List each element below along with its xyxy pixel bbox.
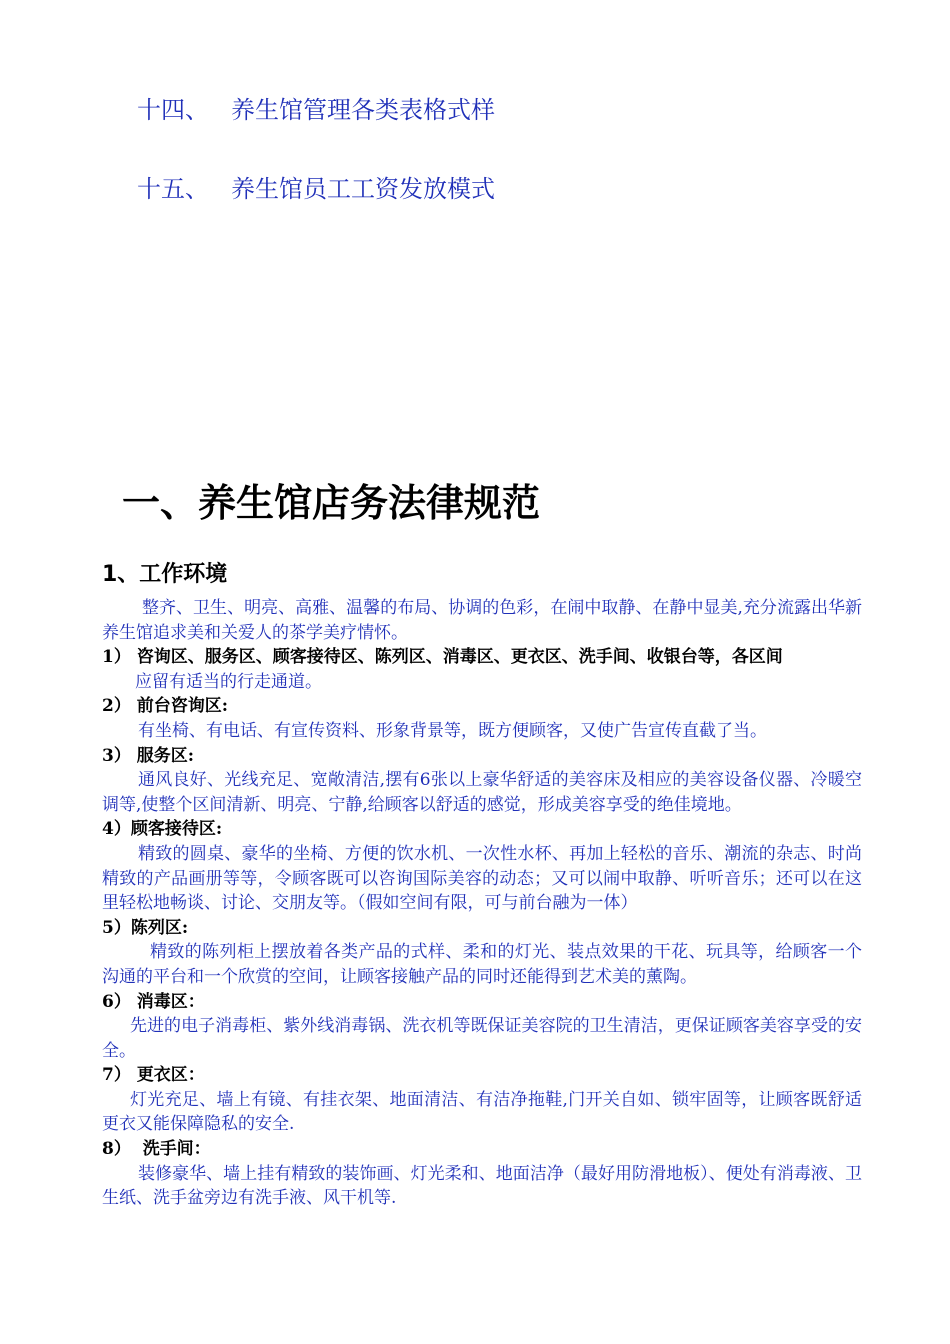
list-item-heading (102, 694, 862, 719)
list-item-body: 应留有适当的行走通道。 (135, 671, 322, 692)
toc-item-14 (137, 90, 495, 125)
item-number: 6） (102, 991, 131, 1012)
list-item-body: 有坐椅、有电话、有宣传资料、形象背景等，既方便顾客，又使广告宣传直截了当。 (138, 720, 767, 741)
item-title: 服务区: (136, 745, 195, 766)
list-item-body: 通风良好、光线充足、宽敞清洁,摆有6张以上豪华舒适的美容床及相应的美容设备仪器、冷暖空调等,使整个区间清新、明亮、宁静,给顾客以舒适的感觉，形成美容享受的绝佳境地。 (102, 770, 862, 815)
list-item-heading (102, 916, 862, 941)
item-title: 咨询区、服务区、顾客接待区、陈列区、消毒区、更衣区、洗手间、收银台等，各区间 (136, 647, 783, 668)
item-title: 消毒区： (136, 991, 205, 1012)
item-title: 洗手间： (142, 1139, 211, 1160)
list-item-heading (102, 817, 862, 842)
toc-item-15 (137, 169, 495, 204)
item-number: 4） (102, 819, 131, 840)
toc-title: 养生馆管理各类表格式样 (231, 96, 495, 124)
list-item-heading (102, 1063, 862, 1088)
item-title: 陈列区: (130, 917, 189, 938)
intro-paragraph: 整齐、卫生、明亮、高雅、温馨的布局、协调的色彩，在闹中取静、在静中显美,充分流露出华新养生馆追求美和关爱人的茶学美疗情怀。 (102, 598, 862, 643)
list-item-heading (102, 645, 862, 670)
item-title: 前台咨询区: (136, 696, 229, 717)
section-heading: 1、工作环境 (102, 562, 228, 587)
item-title: 顾客接待区: (130, 819, 223, 840)
item-number: 2） (102, 696, 131, 717)
list-item-heading (102, 1137, 862, 1162)
list-item-body: 精致的陈列柜上摆放着各类产品的式样、柔和的灯光、装点效果的干花、玩具等，给顾客一个沟通的平台和一个欣赏的空间，让顾客接触产品的同时还能得到艺术美的薰陶。 (102, 942, 862, 987)
chapter-heading: 一、养生馆店务法律规范 (122, 481, 541, 525)
item-number: 7） (102, 1065, 131, 1086)
item-number: 1） (102, 647, 131, 668)
list-item-heading (102, 990, 862, 1015)
toc-title: 养生馆员工工资发放模式 (231, 175, 495, 203)
list-item-body: 灯光充足、墙上有镜、有挂衣架、地面清洁、有洁净拖鞋,门开关自如、锁牢固等，让顾客既舒适更衣又能保障隐私的安全. (102, 1089, 862, 1135)
item-number: 5） (102, 917, 131, 938)
item-number: 8） (102, 1139, 131, 1160)
list-item-body: 先进的电子消毒柜、紫外线消毒锅、洗衣机等既保证美容院的卫生清洁，更保证顾客美容享受的安全。 (102, 1016, 862, 1061)
toc-number: 十四、 (137, 96, 209, 124)
list-item-body: 装修豪华、墙上挂有精致的装饰画、灯光柔和、地面洁净（最好用防滑地板）、便处有消毒液、卫生纸、洗手盆旁边有洗手液、风干机等. (102, 1163, 862, 1209)
list-item-body: 精致的圆桌、豪华的坐椅、方便的饮水机、一次性水杯、再加上轻松的音乐、潮流的杂志、时尚精致的产品画册等等，令顾客既可以咨询国际美容的动态；又可以闹中取静、听听音乐；还可以在这里轻松地畅谈、讨论、交朋友等。（假如空间有限，可与前台融为一体） (102, 843, 862, 914)
item-title: 更衣区： (136, 1065, 205, 1086)
section-body (102, 596, 862, 1211)
toc-number: 十五、 (137, 175, 209, 203)
list-item-heading (102, 744, 862, 769)
item-number: 3） (102, 745, 131, 766)
